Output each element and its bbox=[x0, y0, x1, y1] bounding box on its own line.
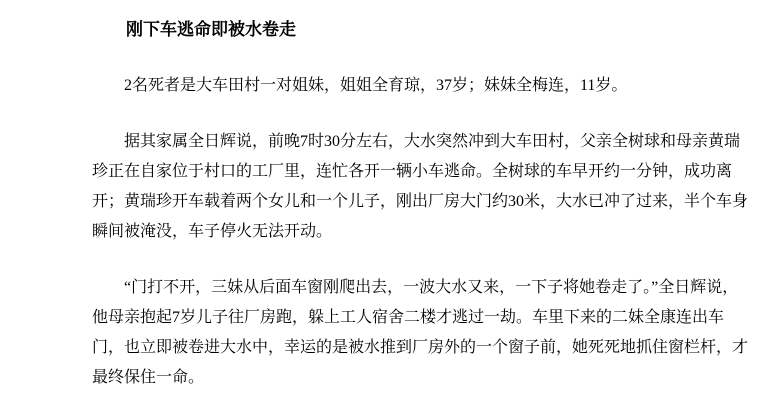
paragraph-escape-account: “门打不开，三妹从后面车窗刚爬出去，一波大水又来，一下子将她卷走了。”全日辉说，他母亲抱起7岁儿子往厂房跑，躲上工人宿舍二楼才逃过一劫。车里下来的二妹全康连出车门，也立即被卷进大水中，幸运的是被水推到厂房外的一个窗子前，她死死地抓住窗栏杆，才最终保住一命。 bbox=[92, 279, 749, 386]
document-title: 刚下车逃命即被水卷走 bbox=[126, 20, 296, 39]
paragraph-flood-account: 据其家属全日辉说，前晚7时30分左右，大水突然冲到大车田村，父亲全树球和母亲黄瑞珍正在自家位于村口的工厂里，连忙各开一辆小车逃命。全树球的车早开约一分钟，成功离开；黄瑞珍开车载着两个女儿和一个儿子，刚出厂房大门约30米，大水已冲了过来，半个车身瞬间被淹没，车子停火无法开动。 bbox=[92, 133, 749, 240]
paragraph-victims: 2名死者是大车田村一对姐妹，姐姐全育琼，37岁；妹妹全梅连，11岁。 bbox=[124, 77, 628, 94]
